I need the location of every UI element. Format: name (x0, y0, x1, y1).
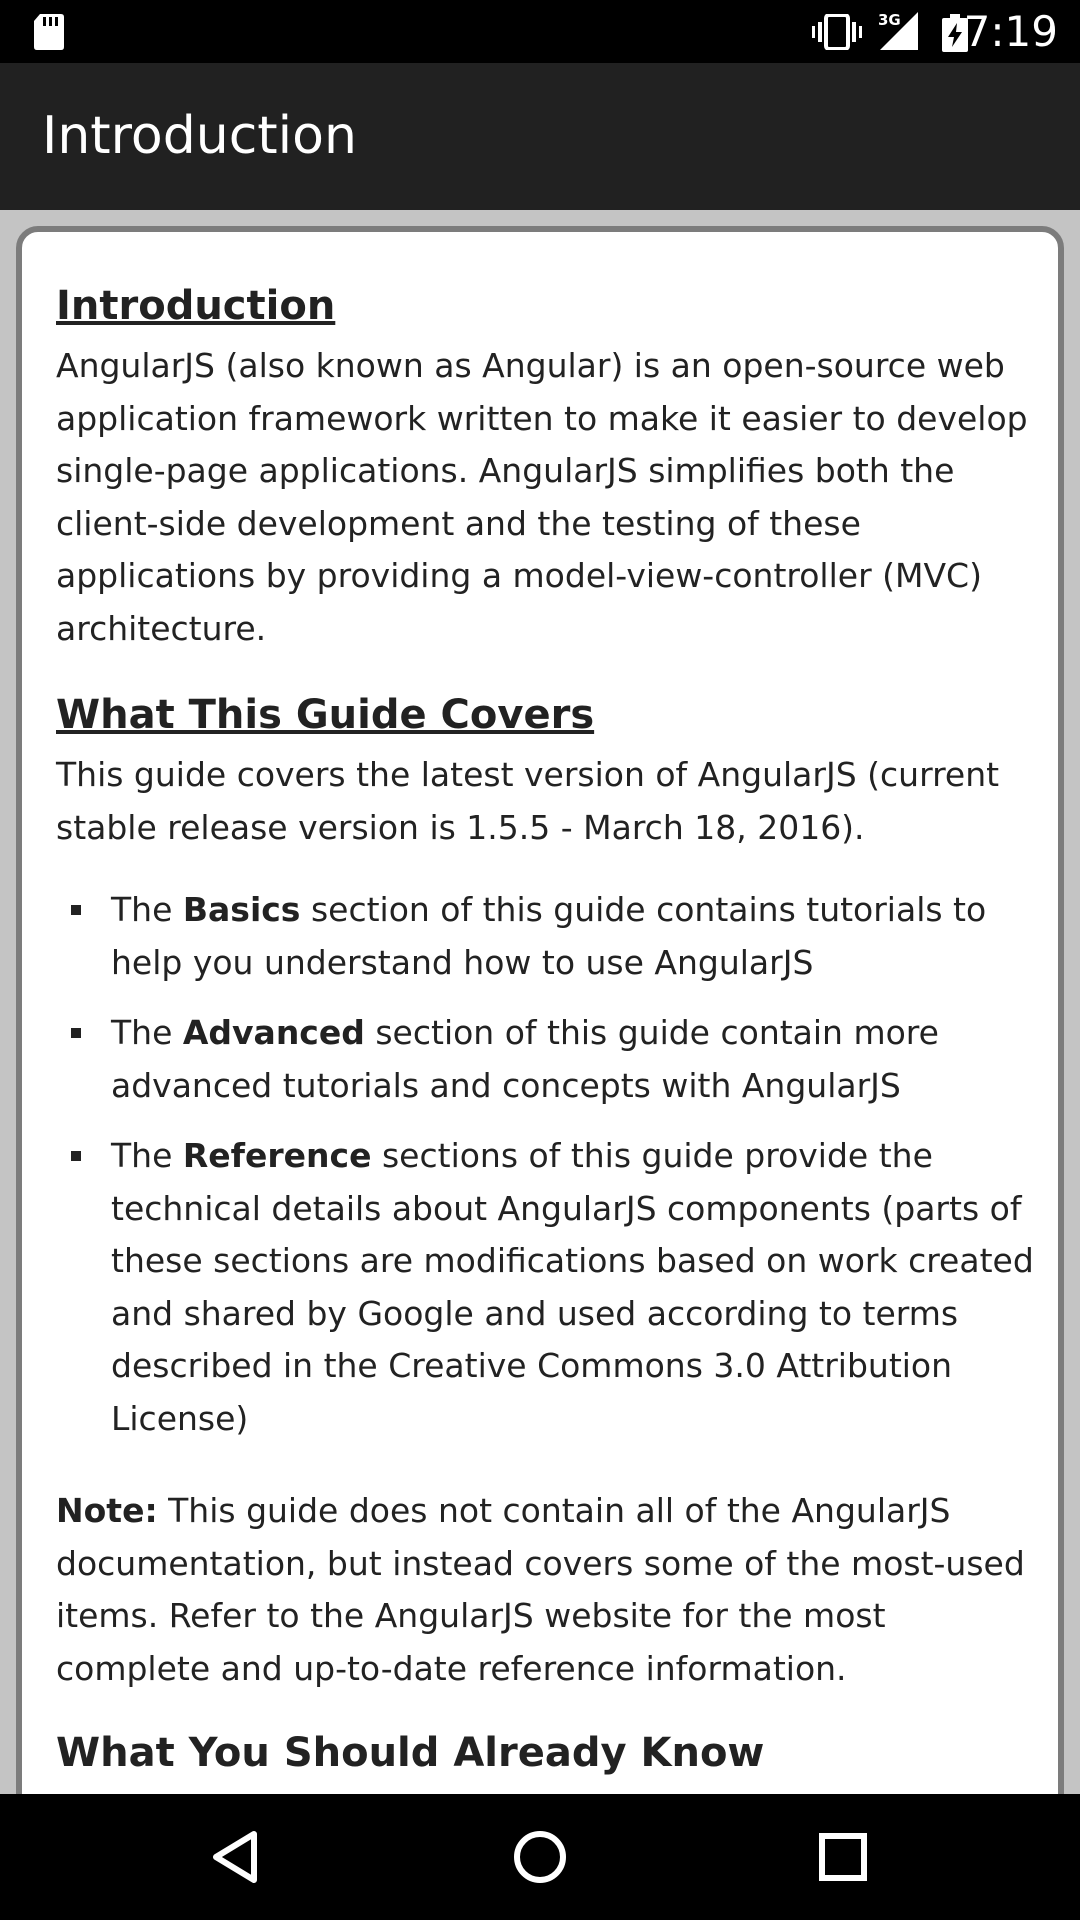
intro-paragraph: AngularJS (also known as Angular) is an open-source web application framework written to make it easier to develop single-page applications. AngularJS simplifies both the client-side development and the testing of these applications by providing a model-view-controller (MVC) architecture. (56, 346, 1028, 648)
article-card (16, 226, 1064, 1794)
guide-sections-list (56, 884, 1041, 1445)
article-body (56, 278, 1041, 1781)
covers-paragraph: This guide covers the latest version of AngularJS (current stable release version is 1.5.5 - March 18, 2016). (56, 755, 1000, 847)
list-item: The Advanced section of this guide contain more advanced tutorials and concepts with AngularJS (56, 1007, 1041, 1112)
navigation-bar (0, 1794, 1080, 1920)
home-icon[interactable] (505, 1822, 575, 1892)
heading-already-know: What You Should Already Know (56, 1730, 765, 1776)
back-icon[interactable] (200, 1822, 270, 1892)
vibrate-icon (812, 14, 862, 55)
status-clock: 7:19 (963, 7, 1058, 56)
bullet-icon (71, 1028, 81, 1038)
list-item: The Basics section of this guide contains tutorials to help you understand how to use AngularJS (56, 884, 1041, 989)
app-bar (0, 63, 1080, 210)
signal-icon (878, 12, 924, 57)
content-area[interactable] (0, 210, 1080, 1794)
heading-guide-covers: What This Guide Covers (56, 692, 595, 738)
page-title: Introduction (42, 106, 357, 166)
status-bar (0, 0, 1080, 63)
bullet-icon (71, 1151, 81, 1161)
bullet-icon (71, 905, 81, 915)
svg-text:3G: 3G (878, 12, 901, 29)
note-paragraph: Note: This guide does not contain all of the AngularJS documentation, but instead covers some of the most-used items. Refer to the AngularJS website for the most complete and up-to-date reference information. (56, 1491, 1025, 1688)
heading-introduction: Introduction (56, 283, 336, 329)
note-label: Note: (56, 1491, 158, 1530)
recents-icon[interactable] (808, 1822, 878, 1892)
list-item: The Reference sections of this guide provide the technical details about AngularJS components (parts of these sections are modifications based on work created and shared by Google and used according to terms described in the Creative Commons 3.0 Attribution License) (56, 1130, 1041, 1445)
sd-card-icon (34, 14, 64, 55)
